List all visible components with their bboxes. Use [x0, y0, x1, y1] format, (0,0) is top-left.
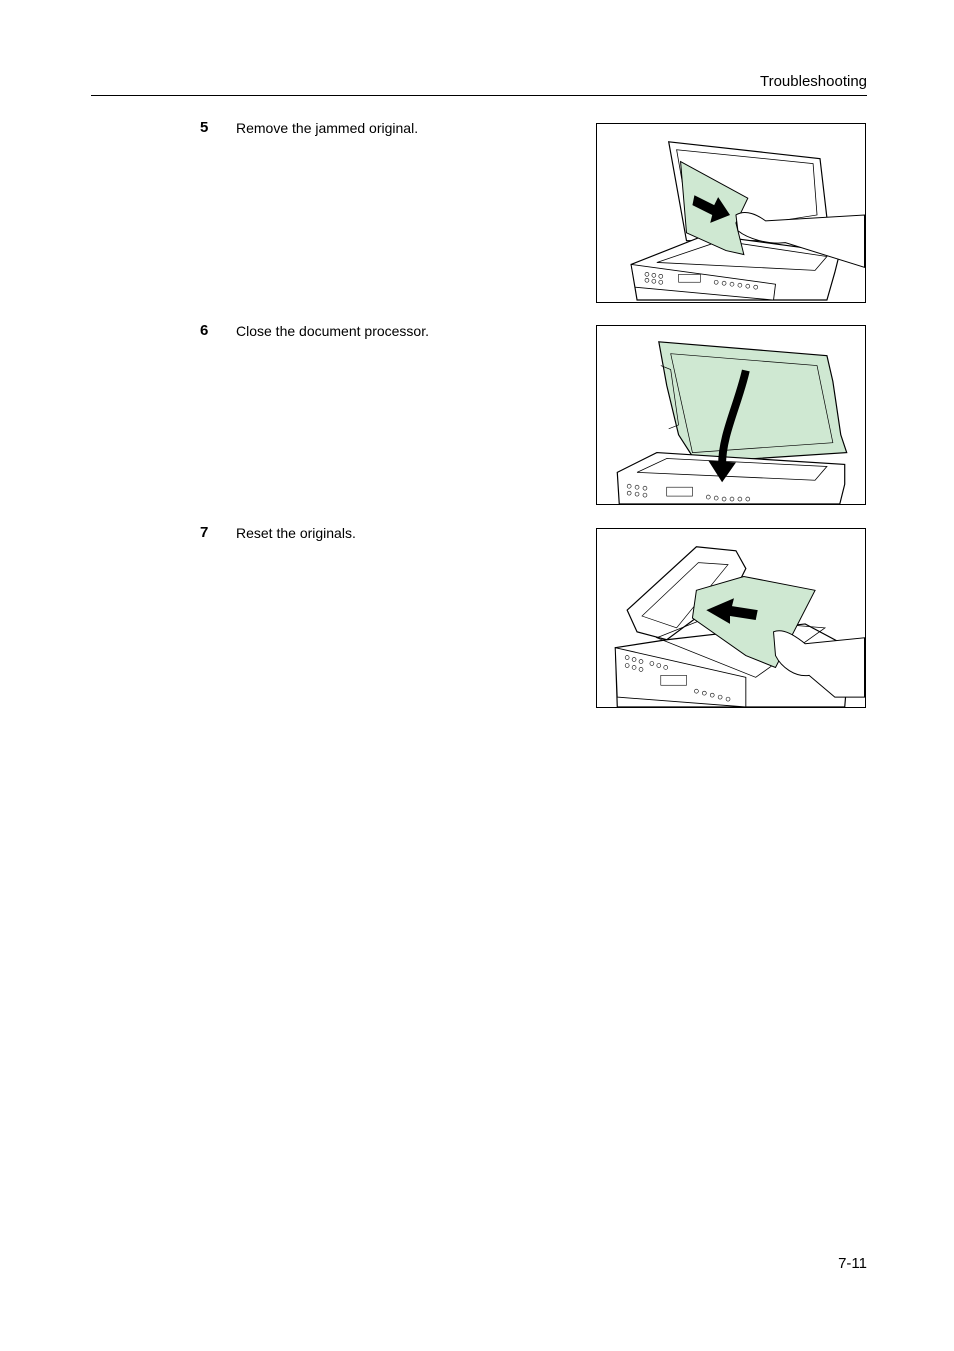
close-processor-illustration: [597, 326, 865, 504]
step-number: 7: [200, 524, 209, 541]
figure-reset-originals: [596, 528, 866, 708]
figure-remove-jammed-original: [596, 123, 866, 303]
running-header: Troubleshooting: [759, 73, 867, 90]
step-text: Remove the jammed original.: [236, 120, 419, 136]
remove-original-illustration: [597, 124, 865, 302]
step-number: 6: [200, 322, 209, 339]
figure-close-document-processor: [596, 325, 866, 505]
step-number: 5: [200, 119, 209, 136]
step-text: Close the document processor.: [236, 323, 429, 339]
reset-originals-illustration: [597, 529, 865, 707]
page-number: 7-11: [838, 1255, 867, 1272]
step-text: Reset the originals.: [236, 525, 356, 541]
header-rule: [91, 95, 867, 96]
